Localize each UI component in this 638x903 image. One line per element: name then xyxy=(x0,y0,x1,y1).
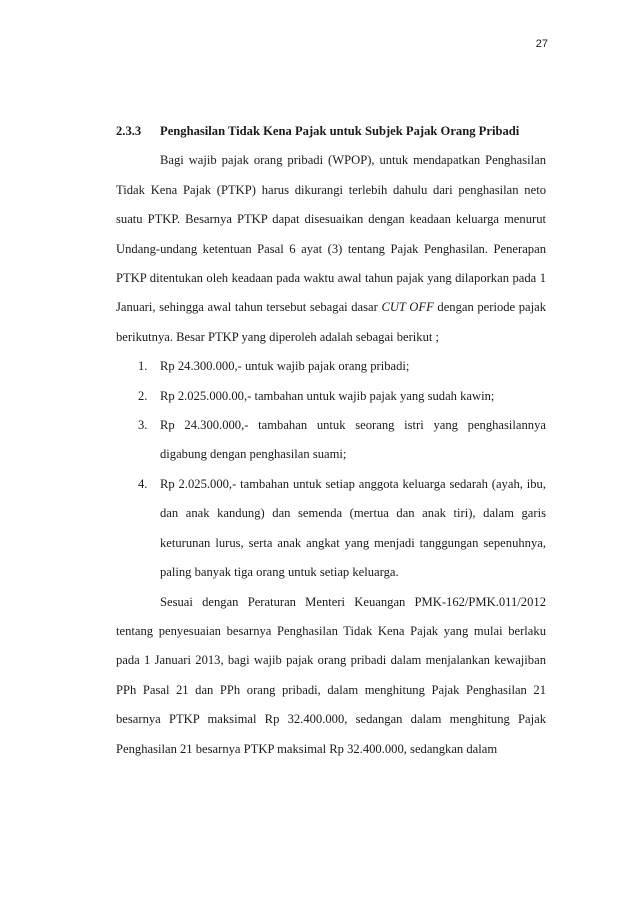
list-marker: 2. xyxy=(138,388,148,403)
page-number: 27 xyxy=(535,38,548,50)
document-body xyxy=(116,117,546,764)
section-heading xyxy=(116,117,546,146)
paragraph-text-end: dengan periode pajak berikutnya. Besar PTKP yang diperoleh adalah sebagai berikut ; xyxy=(116,300,546,344)
list-item xyxy=(116,382,546,411)
list-item xyxy=(116,470,546,588)
section-title: Penghasilan Tidak Kena Pajak untuk Subjek Pajak Orang Pribadi xyxy=(160,124,520,138)
paragraph-pmk-regulation: Sesuai dengan Peraturan Menteri Keuangan PMK-162/PMK.011/2012 tentang penyesuaian besarnya Penghasilan Tidak Kena Pajak yang mulai berlaku pada 1 Januari 2013, bagi wajib pajak orang pribadi dalam menjalankan kewajiban PPh Pasal 21 dan PPh orang pribadi, dalam menghitung Pajak Penghasilan 21 besarnya PTKP maksimal Rp 32.400.000, sedangan dalam menghitung Pajak Penghasilan 21 besarnya PTKP maksimal Rp 32.400.000, sedangkan dalam xyxy=(116,594,546,756)
list-item-text: Rp 2.025.000.00,- tambahan untuk wajib pajak yang sudah kawin; xyxy=(160,388,495,403)
paragraph-ptkp-intro xyxy=(116,146,546,352)
paragraph-text: Bagi wajib pajak orang pribadi (WPOP), untuk mendapatkan Penghasilan Tidak Kena Pajak (PTKP) harus dikurangi terlebih dahulu dari penghasilan neto suatu PTKP. Besarnya PTKP dapat disesuaikan dengan keadaan keluarga menurut Undang-undang ketentuan Pasal 6 ayat (3) tentang Pajak Penghasilan. Penerapan PTKP ditentukan oleh keadaan pada waktu awal tahun pajak yang dilaporkan pada 1 Januari, sehingga awal tahun tersebut sebagai dasar xyxy=(116,153,546,315)
ptkp-list xyxy=(116,352,546,587)
list-item xyxy=(116,352,546,381)
list-item-text: Rp 24.300.000,- untuk wajib pajak orang pribadi; xyxy=(160,359,410,374)
list-item xyxy=(116,411,546,470)
list-item-text: Rp 2.025.000,- tambahan untuk setiap anggota keluarga sedarah (ayah, ibu, dan anak kandung) dan semenda (mertua dan anak tiri), dalam garis keturunan lurus, serta anak angkat yang menjadi tanggungan sepenuhnya, paling banyak tiga orang untuk setiap keluarga. xyxy=(160,476,546,580)
list-marker: 3. xyxy=(138,418,148,433)
list-item-text: Rp 24.300.000,- tambahan untuk seorang istri yang penghasilannya digabung dengan penghasilan suami; xyxy=(160,418,546,462)
list-marker: 4. xyxy=(138,476,148,491)
italic-term: CUT OFF xyxy=(381,300,434,315)
list-marker: 1. xyxy=(138,359,148,374)
section-number: 2.3.3 xyxy=(116,124,142,138)
